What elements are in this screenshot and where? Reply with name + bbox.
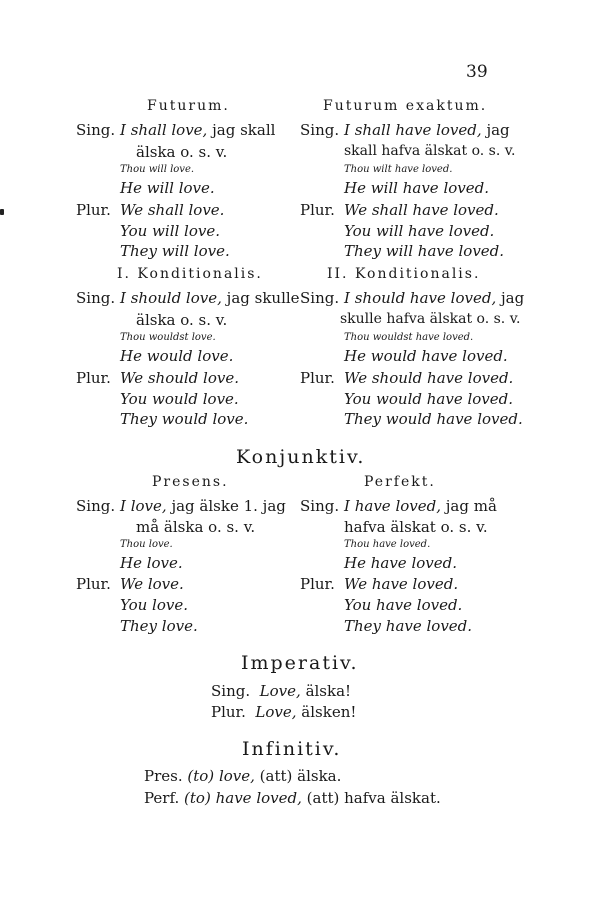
presens-plur-label: Plur. [76, 575, 111, 593]
perfekt-line1-pron: I [344, 497, 350, 515]
konditionalis2-thou: Thou wouldst have loved. [344, 332, 474, 343]
futurum-they: They will love. [120, 242, 230, 260]
konditionalis2-he: He would have loved. [344, 347, 508, 365]
infinitiv-pres-eng: love, [218, 767, 255, 785]
imperativ-sing-swe: älska! [305, 682, 352, 700]
konditionalis2-line1-swe: jag [501, 289, 525, 307]
futurum-exaktum-thou: Thou wilt have loved. [344, 164, 453, 175]
futurum-line1-pron: I [120, 121, 126, 139]
futurum-exaktum-we: We shall have loved. [344, 201, 499, 219]
perfekt-heading: Perfekt. [364, 474, 436, 490]
perfekt-he: He have loved. [344, 554, 457, 572]
imperativ-sing-line [211, 682, 351, 700]
futurum-exaktum-line1-swe: jag [486, 121, 510, 139]
futurum-plur-label: Plur. [76, 201, 111, 219]
infinitiv-pres-line [144, 767, 341, 785]
perfekt-thou: Thou have loved. [344, 539, 431, 550]
presens-line1-swe: jag älske 1. jag [171, 497, 286, 515]
futurum-exaktum-line1 [344, 121, 510, 139]
konditionalis2-line2: skulle hafva älskat o. s. v. [340, 311, 521, 327]
konditionalis1-he: He would love. [120, 347, 234, 365]
konjunktiv-title: Konjunktiv. [236, 446, 366, 468]
konditionalis1-we: We should love. [120, 369, 240, 387]
futurum-he: He will love. [120, 179, 215, 197]
futurum-exaktum-line1-verb: shall have loved, [354, 121, 482, 139]
imperativ-plur-line [211, 703, 356, 721]
konditionalis2-you: You would have loved. [344, 390, 514, 408]
konditionalis1-sing-label: Sing. [76, 289, 116, 307]
perfekt-sing-label: Sing. [300, 497, 340, 515]
futurum-exaktum-he: He will have loved. [344, 179, 489, 197]
infinitiv-pres-to: (to) [187, 767, 215, 785]
konditionalis1-they: They would love. [120, 410, 249, 428]
futurum-line1-verb: shall love, [130, 121, 208, 139]
infinitiv-perf-label: Perf. [144, 789, 180, 807]
infinitiv-pres-swe: (att) älska. [259, 767, 342, 785]
infinitiv-title: Infinitiv. [242, 738, 342, 760]
konditionalis1-line1-verb: should love, [130, 289, 222, 307]
infinitiv-perf-to: (to) [184, 789, 211, 807]
presens-line1-verb: love, [130, 497, 167, 515]
presens-you: You love. [120, 596, 189, 614]
perfekt-line1-swe: jag må [445, 497, 497, 515]
perfekt-you: You have loved. [344, 596, 463, 614]
margin-mark [0, 209, 4, 215]
futurum-we: We shall love. [120, 201, 225, 219]
imperativ-title: Imperativ. [241, 652, 359, 674]
konditionalis2-heading: II. Konditionalis. [327, 266, 481, 282]
perfekt-line2: hafva älskat o. s. v. [344, 518, 488, 536]
presens-line1-pron: I [120, 497, 126, 515]
futurum-line1-swe: jag skall [212, 121, 276, 139]
futurum-exaktum-plur-label: Plur. [300, 201, 335, 219]
futurum-line1 [120, 121, 275, 139]
futurum-exaktum-line1-pron: I [344, 121, 350, 139]
futurum-exaktum-heading: Futurum exaktum. [323, 98, 488, 114]
presens-sing-label: Sing. [76, 497, 116, 515]
futurum-exaktum-line2: skall hafva älskat o. s. v. [344, 143, 516, 159]
presens-we: We love. [120, 575, 184, 593]
futurum-heading: Futurum. [147, 98, 230, 114]
futurum-you: You will love. [120, 222, 221, 240]
futurum-exaktum-you: You will have loved. [344, 222, 495, 240]
konditionalis2-sing-label: Sing. [300, 289, 340, 307]
futurum-thou: Thou will love. [120, 164, 195, 175]
konditionalis1-line1-pron: I [120, 289, 126, 307]
presens-line2: må älska o. s. v. [136, 518, 256, 536]
infinitiv-perf-eng: have loved, [215, 789, 302, 807]
imperativ-plur-swe: älsken! [301, 703, 357, 721]
presens-thou: Thou love. [120, 539, 173, 550]
konditionalis2-line1-pron: I [344, 289, 350, 307]
infinitiv-perf-line [144, 789, 441, 807]
infinitiv-pres-label: Pres. [144, 767, 183, 785]
presens-heading: Presens. [152, 474, 229, 490]
page-number: 39 [466, 62, 488, 82]
perfekt-line1-verb: have loved, [354, 497, 441, 515]
konditionalis2-we: We should have loved. [344, 369, 514, 387]
konditionalis1-line1 [120, 289, 300, 307]
imperativ-plur-eng: Love, [255, 703, 297, 721]
infinitiv-perf-swe: (att) hafva älskat. [306, 789, 441, 807]
perfekt-they: They have loved. [344, 617, 473, 635]
konditionalis2-line1 [344, 289, 524, 307]
konditionalis1-line1-swe: jag skulle [226, 289, 300, 307]
perfekt-we: We have loved. [344, 575, 459, 593]
futurum-exaktum-they: They will have loved. [344, 242, 505, 260]
presens-they: They love. [120, 617, 198, 635]
konditionalis1-you: You would love. [120, 390, 239, 408]
konditionalis2-plur-label: Plur. [300, 369, 335, 387]
konditionalis1-heading: I. Konditionalis. [117, 266, 263, 282]
konditionalis1-line2: älska o. s. v. [136, 311, 228, 329]
imperativ-sing-label: Sing. [211, 682, 251, 700]
imperativ-sing-eng: Love, [259, 682, 301, 700]
futurum-line2: älska o. s. v. [136, 143, 228, 161]
konditionalis1-plur-label: Plur. [76, 369, 111, 387]
konditionalis2-they: They would have loved. [344, 410, 523, 428]
imperativ-plur-label: Plur. [211, 703, 246, 721]
perfekt-line1 [344, 497, 497, 515]
konditionalis1-thou: Thou wouldst love. [120, 332, 216, 343]
konditionalis2-line1-verb: should have loved, [354, 289, 497, 307]
futurum-exaktum-sing-label: Sing. [300, 121, 340, 139]
futurum-sing-label: Sing. [76, 121, 116, 139]
perfekt-plur-label: Plur. [300, 575, 335, 593]
presens-he: He love. [120, 554, 183, 572]
presens-line1 [120, 497, 286, 515]
